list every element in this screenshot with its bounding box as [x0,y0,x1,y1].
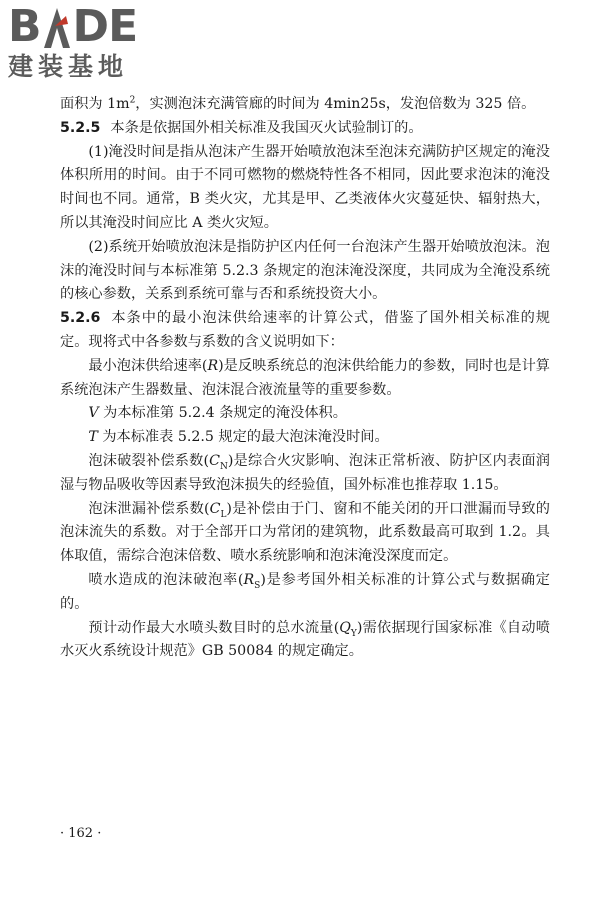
logo-letters-de: DE [72,1,138,52]
document-body [60,93,550,664]
paragraph-area: 面积为 $1m^2$，实测泡沫充满管廊的时间为 4min25s，发泡倍数为 325 倍。 [60,95,536,112]
section-number: 5.2.5 [60,119,101,136]
logo-tagline: 建装基地 [8,52,129,81]
page-number: · 162 · [60,826,102,841]
paragraph-5-2-5-2: (2)系统开始喷放泡沫是指防护区内任何一台泡沫产生器开始喷放泡沫。泡沫的淹没时间与本标准第 5.2.3 条规定的泡沫淹没深度，共同成为全淹没系统的核心参数，关系到系统可靠与否和系统投资大小。 [60,238,550,303]
logo-letter-b: B [8,1,41,52]
paragraph-cl-definition: 泡沫泄漏补偿系数$(C_L)$是补偿由于门、窗和不能关闭的开口泄漏而导致的泡沫流失的系数。对于全部开口为常闭的建筑物，此系数最高可取到 1.2。具体取值，需综合泡沫倍数、喷水系统影响和泡沫淹没深度而定。 [60,500,550,565]
paragraph-v-definition: V 为本标准第 5.2.4 条规定的淹没体积。 [88,405,347,422]
paragraph-r-definition: 最小泡沫供给速率(R)是反映系统总的泡沫供给能力的参数，同时也是计算系统泡沫产生器数量、泡沫混合液流量等的重要参数。 [60,357,550,398]
paragraph-qy-definition: 预计动作最大水喷头数目时的总水流量$(Q_Y)$需依据现行国家标准《自动喷水灭火系统设计规范》GB 50084 的规定确定。 [60,619,550,660]
section-5-2-6: 5.2.6 本条中的最小泡沫供给速率的计算公式，借鉴了国外相关标准的规定。现将式中各参数与系数的含义说明如下： [60,310,550,350]
paragraph-rs-definition: 喷水造成的泡沫破泡率$(R_S)$是参考国外相关标准的计算公式与数据确定的。 [60,571,550,612]
brand-logo [8,1,178,86]
logo-a-mark [42,4,72,50]
section-5-2-5: 5.2.5 本条是依据国外相关标准及我国灭火试验制订的。 [60,119,423,136]
paragraph-cn-definition: 泡沫破裂补偿系数$(C_N)$是综合火灾影响、泡沫正常析液、防护区内表面润湿与物品吸收等因素导致泡沫损失的经验值，国外标准也推荐取 1.15。 [60,452,550,493]
paragraph-t-definition: T 为本标准表 5.2.5 规定的最大泡沫淹没时间。 [88,429,389,446]
section-number: 5.2.6 [60,310,101,327]
paragraph-5-2-5-1: (1)淹没时间是指从泡沫产生器开始喷放泡沫至泡沫充满防护区规定的淹没体积所用的时间。由于不同可燃物的燃烧特性各不相同，因此要求泡沫的淹没时间也不同。通常，B 类火灾，尤其是甲、乙类液体火灾蔓延快、辐射热大，所以其淹没时间应比 A 类火灾短。 [60,143,550,231]
